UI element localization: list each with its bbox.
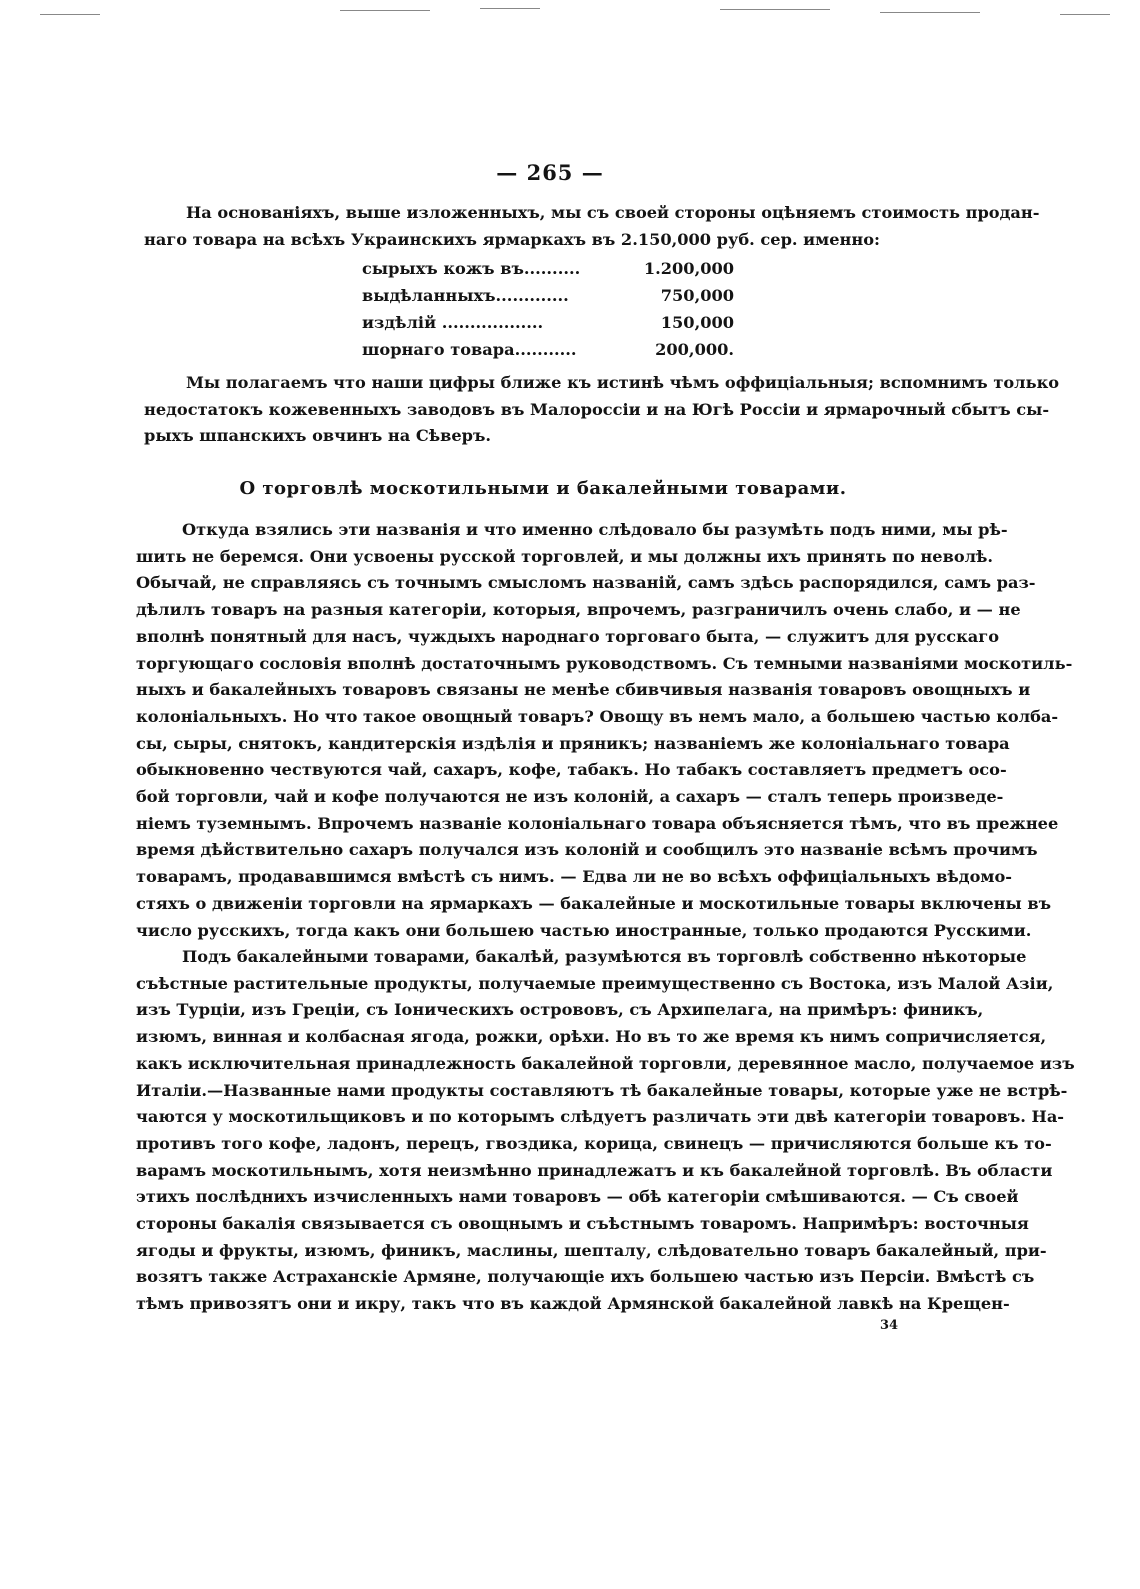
text-line: Италіи.—Названные нами продукты составляютъ тѣ бакалейные товары, которые уже не встрѣ- xyxy=(136,1080,1068,1100)
text-line: изюмъ, винная и колбасная ягода, рожки, орѣхи. Но въ то же время къ нимъ сопричисляется, xyxy=(136,1027,1047,1047)
conclusion-paragraph xyxy=(144,370,1060,450)
valuation-label: шорнаго товара........... xyxy=(362,340,577,359)
section-heading: О торговлѣ москотильными и бакалейными товарами. xyxy=(239,478,847,499)
text-line: наго товара на всѣхъ Украинскихъ ярмаркахъ въ 2.150,000 руб. сер. именно: xyxy=(144,229,881,249)
scan-artifact-line xyxy=(480,8,540,9)
text-line: Откуда взялись эти названія и что именно слѣдовало бы разумѣть подъ ними, мы рѣ- xyxy=(182,520,1008,539)
section-paragraph-1 xyxy=(136,517,1073,944)
valuation-label: сырыхъ кожъ въ.......... xyxy=(362,259,581,278)
text-line: колоніальныхъ. Но что такое овощный товаръ? Овощу въ немъ мало, а большею частью колба- xyxy=(136,706,1059,726)
text-line: ніемъ туземнымъ. Впрочемъ названіе колоніальнаго товара объясняется тѣмъ, что въ прежнее xyxy=(136,813,1059,833)
valuation-list xyxy=(362,255,734,363)
text-line: торгующаго сословія вполнѣ достаточнымъ руководствомъ. Съ темными названіями москотиль- xyxy=(136,653,1073,673)
valuation-row xyxy=(362,309,734,336)
valuation-value: 1.200,000 xyxy=(643,259,734,278)
text-line: число русскихъ, тогда какъ они большею частью иностранные, только продаются Русскими. xyxy=(136,920,1032,940)
valuation-value: 750,000 xyxy=(660,286,734,305)
valuation-label: выдѣланныхъ............. xyxy=(362,286,569,305)
text-line: На основаніяхъ, выше изложенныхъ, мы съ своей стороны оцѣняемъ стоимость продан- xyxy=(186,203,1040,222)
text-line: возятъ также Астраханскіе Армяне, получающіе ихъ большею частью изъ Персіи. Вмѣстѣ съ xyxy=(136,1267,1035,1287)
text-line: обыкновенно чествуются чай, сахаръ, кофе, табакъ. Но табакъ составляетъ предметъ осо- xyxy=(136,760,1007,780)
valuation-label: издѣлій .................. xyxy=(362,313,544,332)
text-line: Подъ бакалейными товарами, бакалѣй, разумѣются въ торговлѣ собственно нѣкоторые xyxy=(182,947,1027,966)
printer-signature-mark: 34 xyxy=(880,1318,899,1333)
scan-artifact-line xyxy=(40,14,100,15)
valuation-value: 200,000. xyxy=(655,340,734,359)
text-line: Обычай, не справляясь съ точнымъ смысломъ названій, самъ здѣсь распорядился, самъ раз- xyxy=(136,573,1036,593)
text-line: съѣстные растительные продукты, получаемые преимущественно съ Востока, изъ Малой Азіи, xyxy=(136,973,1054,993)
text-line: варамъ москотильнымъ, хотя неизмѣнно принадлежатъ и къ бакалейной торговлѣ. Въ области xyxy=(136,1160,1053,1180)
intro-paragraph xyxy=(144,200,1040,253)
valuation-value: 150,000 xyxy=(660,313,734,332)
text-line: чаются у москотильщиковъ и по которымъ слѣдуетъ различать эти двѣ категоріи товаровъ. На- xyxy=(136,1107,1065,1127)
text-line: сы, сыры, снятокъ, кандитерскія издѣлія и пряникъ; названіемъ же колоніальнаго товара xyxy=(136,733,1010,753)
text-line: изъ Турціи, изъ Греціи, съ Іоническихъ острововъ, съ Архипелага, на примѣръ: финикъ, xyxy=(136,1000,984,1020)
text-line: Мы полагаемъ что наши цифры ближе къ истинѣ чѣмъ оффиціальныя; вспомнимъ только xyxy=(186,373,1060,392)
text-line: товарамъ, продававшимся вмѣстѣ съ нимъ. — Едва ли не во всѣхъ оффиціальныхъ вѣдомо- xyxy=(136,867,1012,887)
page-number: — 265 — xyxy=(496,160,604,185)
text-line: рыхъ шпанскихъ овчинъ на Сѣверъ. xyxy=(144,426,492,446)
scan-artifact-line xyxy=(880,12,980,13)
valuation-row xyxy=(362,255,734,282)
text-line: вполнѣ понятный для насъ, чуждыхъ народнаго торговаго быта, — служитъ для русскаго xyxy=(136,626,999,646)
text-line: противъ того кофе, ладонъ, перецъ, гвоздика, корица, свинецъ — причисляются больше къ то- xyxy=(136,1133,1052,1153)
text-line: стороны бакалія связывается съ овощнымъ и съѣстнымъ товаромъ. Напримѣръ: восточныя xyxy=(136,1214,1029,1234)
valuation-row xyxy=(362,336,734,363)
text-line: этихъ послѣднихъ изчисленныхъ нами товаровъ — обѣ категоріи смѣшиваются. — Съ своей xyxy=(136,1187,1019,1207)
scan-artifact-line xyxy=(340,10,430,11)
text-line: какъ исключительная принадлежность бакалейной торговли, деревянное масло, получаемое изъ xyxy=(136,1053,1075,1073)
text-line: время дѣйствительно сахаръ получался изъ колоній и сообщилъ это названіе всѣмъ прочимъ xyxy=(136,840,1038,860)
text-line: ягоды и фрукты, изюмъ, финикъ, маслины, шепталу, слѣдовательно товаръ бакалейный, при- xyxy=(136,1240,1047,1260)
text-line: стяхъ о движеніи торговли на ярмаркахъ — бакалейные и москотильные товары включены въ xyxy=(136,893,1051,913)
text-line: бой торговли, чай и кофе получаются не изъ колоній, а сахаръ — сталъ теперь произведе- xyxy=(136,787,1004,807)
scan-artifact-line xyxy=(720,9,830,10)
valuation-row xyxy=(362,282,734,309)
text-line: ныхъ и бакалейныхъ товаровъ связаны не менѣе сбивчивыя названія товаровъ овощныхъ и xyxy=(136,680,1031,700)
text-line: тѣмъ привозятъ они и икру, такъ что въ каждой Армянской бакалейной лавкѣ на Крещен- xyxy=(136,1294,1010,1314)
text-line: дѣлилъ товаръ на разныя категоріи, которыя, впрочемъ, разграничилъ очень слабо, и — не xyxy=(136,600,1021,620)
text-line: шить не беремся. Они усвоены русской торговлей, и мы должны ихъ принять по неволѣ. xyxy=(136,546,994,566)
scan-artifact-line xyxy=(1060,14,1110,15)
section-paragraph-2 xyxy=(136,944,1075,1318)
text-line: недостатокъ кожевенныхъ заводовъ въ Малороссіи и на Югѣ Россіи и ярмарочный сбытъ сы- xyxy=(144,399,1050,419)
